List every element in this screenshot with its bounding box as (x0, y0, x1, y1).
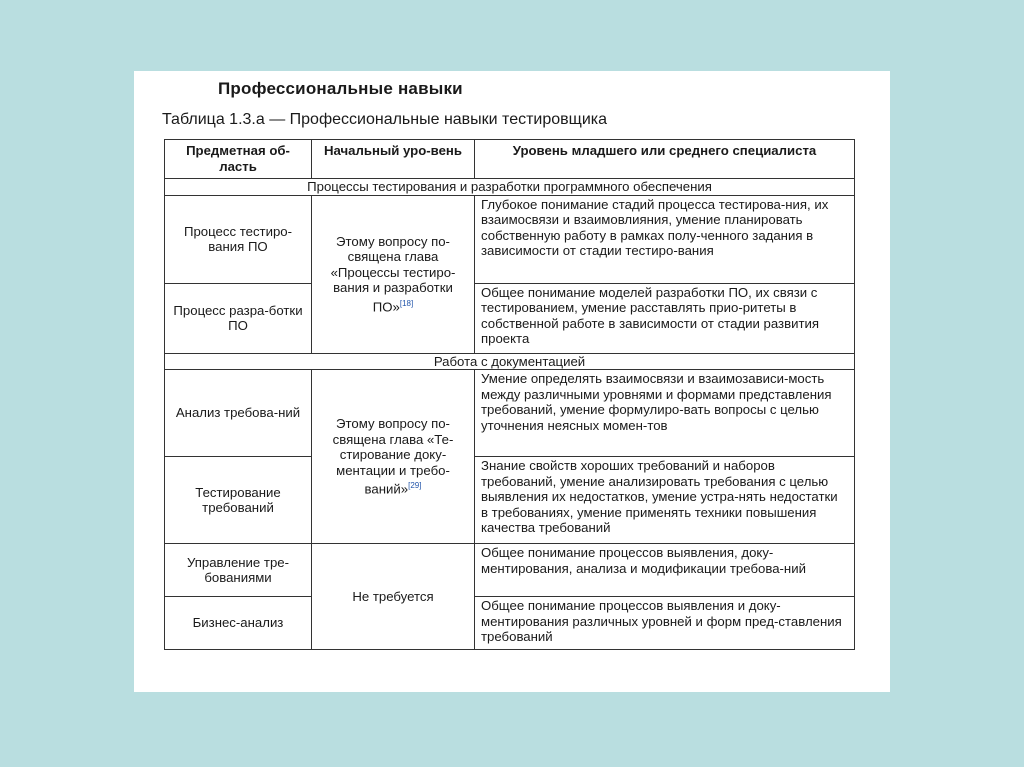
entry-cell-process (312, 195, 475, 353)
area-cell: Процесс тестиро-вания ПО (165, 195, 312, 283)
section-docs: Работа с документацией (165, 353, 855, 370)
section-row (165, 179, 855, 196)
area-cell: Управление тре-бованиями (165, 544, 312, 597)
area-cell: Тестирование требований (165, 457, 312, 544)
senior-cell: Знание свойств хороших требований и наборов требований, умение анализировать требования с целью выявления их недостатков, умение устра-нять недостатки в требованиях, умение применять техники повышения качества требований (475, 457, 855, 544)
section-process: Процессы тестирования и разработки программного обеспечения (165, 179, 855, 196)
table-row (165, 544, 855, 597)
header-entry-level: Начальный уро-вень (312, 140, 475, 179)
slide (134, 71, 890, 692)
entry-text: Этому вопросу по-священа глава «Процессы тестиро-вания и разработки ПО» (330, 233, 456, 314)
entry-cell-not-required: Не требуется (312, 544, 475, 650)
table-header-row (165, 140, 855, 179)
entry-cell-docs (312, 370, 475, 544)
page-title: Профессиональные навыки (218, 79, 463, 98)
area-cell: Процесс разра-ботки ПО (165, 283, 312, 353)
header-senior-level: Уровень младшего или среднего специалиста (475, 140, 855, 179)
entry-text: Этому вопросу по-священа глава «Те-стирование доку-ментации и требо-ваний» (332, 416, 454, 497)
area-cell: Бизнес-анализ (165, 597, 312, 650)
reference-link[interactable]: [18] (399, 298, 414, 308)
senior-cell: Умение определять взаимосвязи и взаимозависи-мость между различными уровнями и формами представления требований, умение формулиро-вать вопросы с целью уточнения неясных момен-тов (475, 370, 855, 457)
skills-table (164, 139, 855, 650)
reference-link[interactable]: [29] (408, 481, 422, 491)
table-row (165, 597, 855, 650)
table-caption: Таблица 1.3.a — Профессиональные навыки тестировщика (162, 111, 608, 128)
table-row (165, 457, 855, 544)
table-row (165, 370, 855, 457)
senior-cell: Общее понимание процессов выявления, доку-ментирования, анализа и модификации требова-ний (475, 544, 855, 597)
senior-cell: Глубокое понимание стадий процесса тестирова-ния, их взаимосвязи и взаимовлияния, умение планировать собственную работу в рамках полу-ченного задания в зависимости от стадии тестиро-вания (475, 195, 855, 283)
senior-cell: Общее понимание моделей разработки ПО, их связи с тестированием, умение расставлять прио-ритеты в собственной работе в зависимости от стадии развития проекта (475, 283, 855, 353)
table-row (165, 195, 855, 283)
table-row (165, 283, 855, 353)
header-area: Предметная об-ласть (165, 140, 312, 179)
area-cell: Анализ требова-ний (165, 370, 312, 457)
senior-cell: Общее понимание процессов выявления и доку-ментирования различных уровней и форм пред-ставления требований (475, 597, 855, 650)
section-row (165, 353, 855, 370)
